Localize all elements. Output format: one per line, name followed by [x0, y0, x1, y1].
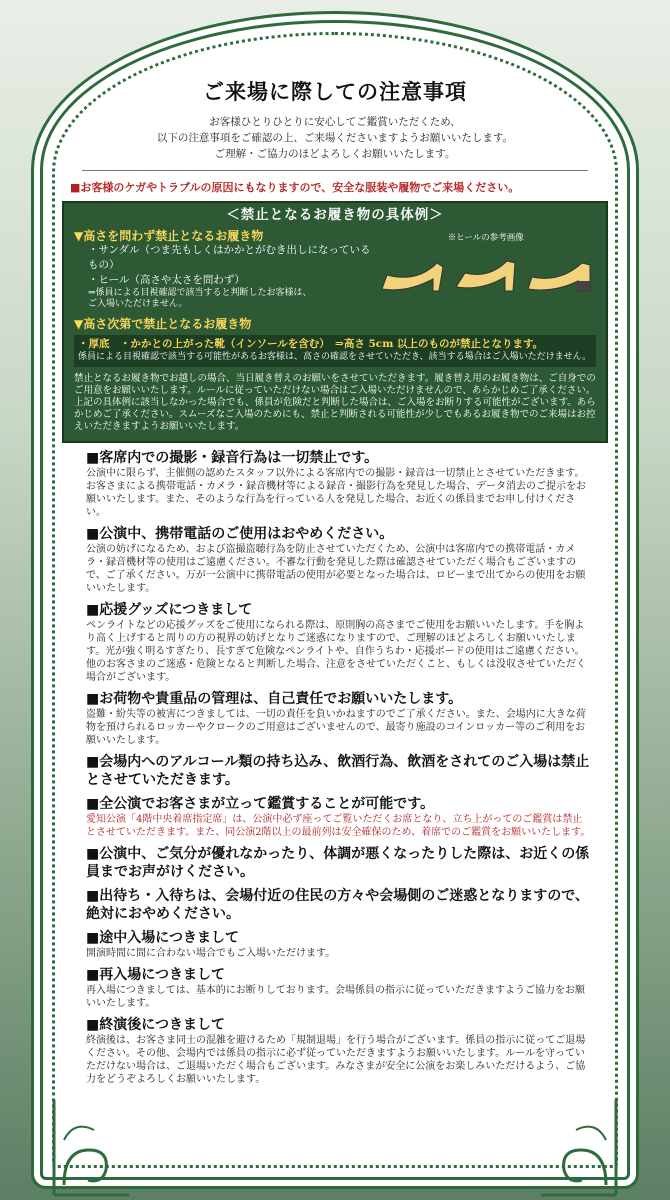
heel-reference-image: [375, 226, 596, 310]
footwear-note: ⇒係員による目視確認で該当すると判断したお客様は、 ご入場いただけません。: [88, 288, 317, 309]
heel-shoe-icon: [451, 255, 521, 295]
heel-shoe-icon: [377, 255, 447, 295]
footwear-box: [62, 201, 608, 443]
safety-warning: ■お客様のケガやトラブルの原因にもなりますので、安全な服装や履物でご来場ください。: [70, 181, 520, 194]
corner-ornament-left: [44, 1080, 134, 1200]
notice-section: ■全公演でお客さまが立って鑑賞することが可能です。 愛知公演「4階中央着席指定席」は、公演中必ず座ってご覧いただくお席となり、立ち上がってのご鑑賞は禁止とさせていただきます。また、同公演2階以上の最前列は安全確保のため、着席でのご鑑賞をお願いいたします。: [86, 796, 591, 838]
notice-section: ■公演中、ご気分が優れなかったり、体調が悪くなったりした際は、お近くの係員までお声がけください。: [86, 846, 590, 880]
notice-section: ■公演中、携帯電話のご使用はおやめください。 公演の妨げになるため、および盗撮盗聴行為を防止させていただくため、公演中は客席内での携帯電話・カメラ・録音機材等の使用はご遠慮ください。不審な行動を発見した際は確認させていただく場合もございますので、ご了承ください。万が一公演中に携帯電話の使用が必要となった場合は、ロビーまで出てからの使用をお願いいたします。: [86, 526, 586, 594]
notice-section: ■お荷物や貴重品の管理は、自己責任でお願いいたします。 盗難・紛失等の被害につきましては、一切の責任を負いかねますのでご了承ください。また、会場内に大きな荷物を預けられるロッカーやクロークのご用意はございませんので、最寄り施設のコインロッカー等のご利用をお願いいたします。: [86, 691, 586, 746]
footwear-heading-1: ▼高さを問わず禁止となるお履き物: [74, 229, 264, 243]
notice-section: ■客席内での撮影・録音行為は一切禁止です。 公演中に限らず、主催側の認めたスタッフ以外による客席内での撮影・録音は一切禁止とさせていただきます。お客さまによる携帯電話・カメラ・録音機材等による録音・撮影行為を発見した場合、データ消去のご提示をお願いいたします。また、そのような行為を行っている人を発見した場合、お近くの係員までお申し付けください。: [86, 450, 586, 518]
footwear-item: ・ヒール（高さや太さを問わず）: [88, 274, 245, 286]
notice-section: ■応援グッズにつきまして ペンライトなどの応援グッズをご使用になられる際は、原則胸の高さまでご使用をお願いいたします。手を胸より高く上げすると周りの方の視界の妨げとなりご迷惑になりますので、ご理解のほどよろしくお願いいたします。光が強く明るすぎたり、長すぎて危険なペンライトや、自作うちわ・応援ボードの使用はご遠慮ください。他のお客さまのご迷惑・危険となると判断した場合、注意をさせていただくこと、もしくは没収させていただく場合がございます。: [86, 602, 586, 683]
notice-section: ■出待ち・入待ちは、会場付近の住民の方々や会場側のご迷惑となりますので、絶対におやめください。: [86, 888, 589, 922]
footwear-heading-2: ▼高さ次第で禁止となるお履き物: [74, 317, 252, 331]
platform-rule: ・厚底 ・かかとの上がった靴（インソールを含む） ⇒高さ 5cm 以上のものが禁止となります。 係員による目視確認で該当する可能性があるお客様は、高さの確認をさせていただき、該当する場合はご入場いただけません。: [74, 335, 596, 367]
heel-shoe-icon: [524, 255, 594, 295]
notice-content: [62, 70, 608, 1086]
footwear-item: ・サンダル（つま先もしくはかかとがむき出しになっているもの）: [88, 244, 371, 271]
notice-sections: [62, 449, 608, 1086]
notice-section: ■再入場につきまして 再入場につきましては、基本的にお断りしております。会場係員の指示に従っていただきますようご協力をお願いいたします。: [86, 967, 585, 1009]
intro-text: お客様ひとりひとりに安心してご鑑賞いただくため、 以下の注意事項をご確認の上、ご来場くださいますようお願いいたします。 ご理解・ご協力のほどよろしくお願いいたします。: [156, 116, 514, 160]
notice-section: ■途中入場につきまして 開演時間に間に合わない場合でもご入場いただけます。: [86, 930, 336, 959]
footwear-paragraph: 禁止となるお履き物でお越しの場合、当日履き替えのお願いをさせていただきます。履き替え用のお履き物は、ご自身でのご用意をお願いいたします。ルールに従っていただけない場合はご入場いただけませんので、あらかじめご了承ください。上記の具体例に該当しなかった場合でも、係員が危険だと判断した場合は、ご入場をお断りする可能性がございます。あらかじめご了承ください。スムーズなご入場のためにも、禁止と判断される可能性が少しでもあるお履き物でのご来場はお控えいただきますようお願いいたします。: [74, 373, 596, 432]
page-title: ご来場に際しての注意事項: [203, 80, 467, 104]
divider: [82, 170, 588, 171]
notice-section: ■終演後につきまして 終演後は、お客さま同士の混雑を避けるため「規制退場」を行う場合がございます。係員の指示に従ってご退場ください。その他、会場内では係員の指示に必ず従っていただきますようお願いいたします。ルールを守っていただけない場合は、ご退場いただく場合もございます。みなさまが安全に公演をお楽しみいただけるよう、ご協力をどうぞよろしくお願いいたします。: [86, 1017, 586, 1085]
corner-ornament-right: [536, 1080, 626, 1200]
heel-caption: ※ヒールの参考画像: [447, 233, 524, 243]
footwear-title: ＜禁止となるお履き物の具体例＞: [226, 207, 444, 223]
notice-section: ■会場内へのアルコール類の持ち込み、飲酒行為、飲酒をされてのご入場は禁止とさせていただきます。: [86, 754, 590, 788]
